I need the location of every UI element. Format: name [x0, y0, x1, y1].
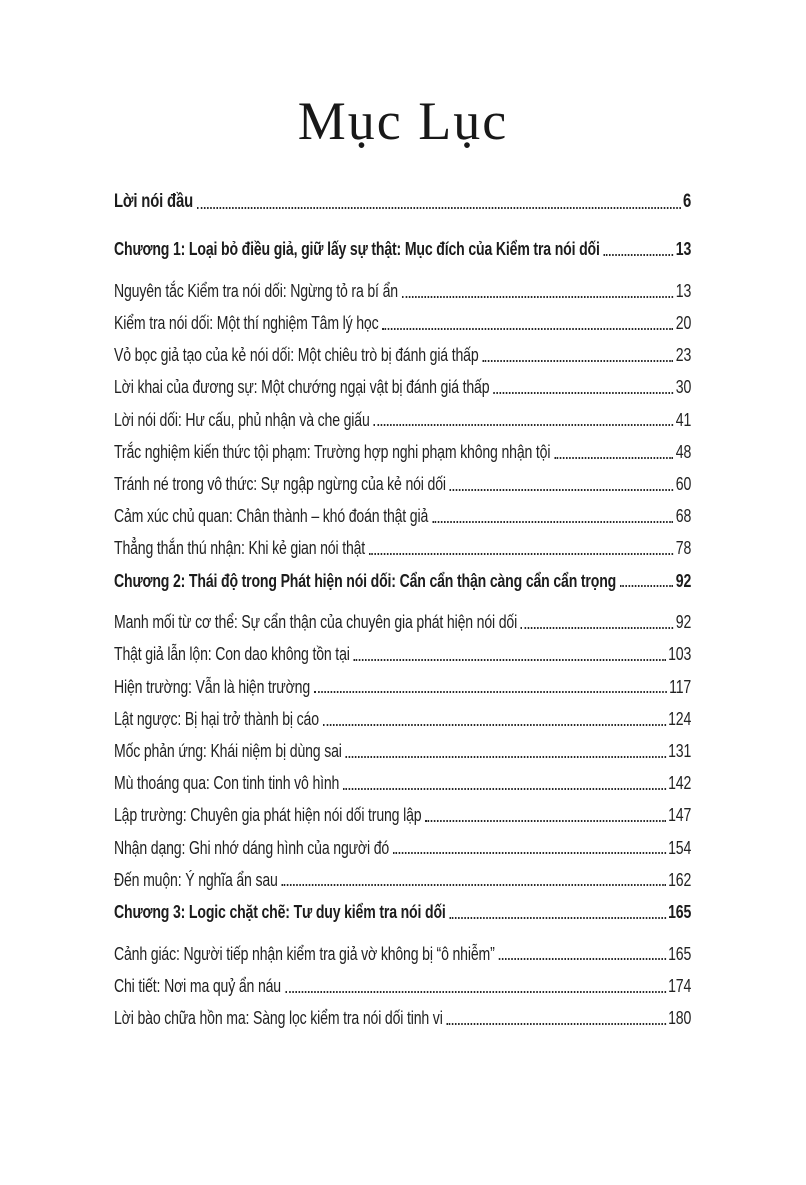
dotted-leader [346, 756, 666, 758]
toc-entry [114, 474, 691, 495]
dotted-leader [197, 207, 681, 209]
toc-entry-page: 68 [675, 506, 692, 527]
toc-entry-title: Mốc phản ứng: Khái niệm bị dùng sai [114, 741, 342, 762]
toc-entry [114, 506, 691, 527]
dotted-leader [432, 521, 673, 523]
toc-entry-page: 6 [683, 191, 692, 213]
toc-entry-title: Nhận dạng: Ghi nhớ dáng hình của người đó [114, 837, 390, 858]
toc-entry [114, 870, 691, 891]
toc-entry-page: 154 [668, 837, 692, 858]
toc-entry [114, 644, 691, 665]
toc-entry-title: Lời khai của đương sự: Một chướng ngại vật bị đánh giá thấp [114, 377, 490, 398]
dotted-leader [314, 691, 667, 693]
toc-entry-page: 142 [668, 773, 692, 794]
toc-entry-title: Cảnh giác: Người tiếp nhận kiểm tra giả vờ không bị “ô nhiễm” [114, 943, 495, 964]
toc-entry-page: 124 [668, 708, 692, 729]
toc-entry-title: Manh mối từ cơ thể: Sự cẩn thận của chuyên gia phát hiện nói dối [114, 612, 518, 633]
dotted-leader [425, 820, 665, 822]
toc-entry-page: 103 [668, 644, 692, 665]
toc-entry-page: 92 [675, 612, 692, 633]
toc-entry-page: 162 [668, 869, 692, 890]
toc-entry-page: 78 [675, 538, 692, 559]
dotted-leader [499, 958, 666, 960]
toc-entry-page: 180 [668, 1008, 692, 1029]
toc-entry-title: Chương 2: Thái độ trong Phát hiện nói dối: Cẩn cẩn thận càng cẩn cẩn trọng [114, 570, 617, 591]
toc-list [114, 191, 691, 1028]
dotted-leader [521, 627, 673, 629]
page-title: Mục Lục [297, 91, 509, 151]
toc-entry-page: 92 [675, 570, 692, 591]
toc-entry [114, 976, 691, 997]
toc-entry [114, 571, 691, 592]
dotted-leader [323, 724, 666, 726]
toc-entry [114, 805, 691, 826]
toc-entry [114, 838, 691, 859]
dotted-leader [282, 884, 666, 886]
toc-entry [114, 239, 691, 260]
dotted-leader [393, 852, 666, 854]
toc-entry-page: 23 [675, 345, 692, 366]
dotted-leader [402, 296, 674, 298]
toc-entry-title: Đến muộn: Ý nghĩa ẩn sau [114, 869, 278, 890]
toc-entry-title: Chi tiết: Nơi ma quỷ ẩn náu [114, 975, 281, 996]
dotted-leader [354, 659, 666, 661]
dotted-leader [382, 328, 673, 330]
toc-entry-title: Trắc nghiệm kiến thức tội phạm: Trường hợp nghi phạm không nhận tội [114, 441, 551, 462]
dotted-leader [447, 1023, 666, 1025]
dotted-leader [369, 553, 673, 555]
dotted-leader [343, 788, 666, 790]
toc-entry-page: 165 [668, 943, 692, 964]
toc-entry-title: Hiện trường: Vẫn là hiện trường [114, 676, 311, 697]
toc-entry-title: Thật giả lẫn lộn: Con dao không tồn tại [114, 644, 350, 665]
toc-entry [114, 191, 691, 213]
toc-entry-title: Chương 1: Loại bỏ điều giả, giữ lấy sự thật: Mục đích của Kiểm tra nói dối [114, 239, 600, 260]
toc-entry-page: 131 [668, 741, 692, 762]
toc-entry-title: Cảm xúc chủ quan: Chân thành – khó đoán thật giả [114, 506, 429, 527]
toc-entry-title: Lời nói dối: Hư cấu, phủ nhận và che giấu [114, 409, 370, 430]
toc-entry [114, 677, 691, 698]
dotted-leader [604, 254, 674, 256]
toc-entry-title: Thẳng thắn thú nhận: Khi kẻ gian nói thật [114, 538, 366, 559]
toc-entry [114, 902, 691, 923]
toc-entry [114, 313, 691, 334]
toc-entry-page: 30 [675, 377, 692, 398]
toc-entry [114, 538, 691, 559]
toc-entry-title: Mù thoáng qua: Con tinh tinh vô hình [114, 773, 340, 794]
toc-entry [114, 410, 691, 431]
dotted-leader [285, 991, 666, 993]
toc-entry-title: Vỏ bọc giả tạo của kẻ nói dối: Một chiêu trò bị đánh giá thấp [114, 345, 479, 366]
dotted-leader [620, 585, 673, 587]
toc-entry [114, 741, 691, 762]
dotted-leader [450, 489, 674, 491]
toc-entry [114, 944, 691, 965]
dotted-leader [482, 360, 673, 362]
dotted-leader [493, 392, 673, 394]
toc-entry-page: 174 [668, 975, 692, 996]
toc-entry [114, 612, 691, 633]
toc-entry-page: 147 [668, 805, 692, 826]
toc-entry-page: 13 [675, 280, 692, 301]
toc-entry-title: Nguyên tắc Kiểm tra nói dối: Ngừng tỏ ra bí ẩn [114, 280, 398, 301]
toc-entry-title: Lời bào chữa hồn ma: Sàng lọc kiểm tra nói dối tinh vi [114, 1008, 443, 1029]
toc-entry-page: 20 [675, 313, 692, 334]
toc-entry-title: Lập trường: Chuyên gia phát hiện nói dối trung lập [114, 805, 422, 826]
toc-entry-page: 117 [669, 676, 692, 697]
toc-entry-title: Tránh né trong vô thức: Sự ngập ngừng của kẻ nói dối [114, 474, 446, 495]
toc-entry [114, 281, 691, 302]
toc-entry [114, 345, 691, 366]
toc-entry-page: 165 [668, 901, 692, 922]
toc-entry [114, 442, 691, 463]
toc-entry-title: Chương 3: Logic chặt chẽ: Tư duy kiểm tra nói dối [114, 901, 446, 922]
toc-entry-title: Kiểm tra nói dối: Một thí nghiệm Tâm lý học [114, 313, 379, 334]
toc-entry [114, 709, 691, 730]
toc-entry-title: Lật ngược: Bị hại trở thành bị cáo [114, 708, 319, 729]
toc-entry-title: Lời nói đầu [114, 191, 194, 213]
toc-entry [114, 377, 691, 398]
toc-entry-page: 48 [675, 441, 692, 462]
dotted-leader [450, 917, 666, 919]
toc-entry [114, 773, 691, 794]
dotted-leader [374, 424, 674, 426]
toc-entry-page: 41 [675, 409, 692, 430]
toc-entry [114, 1008, 691, 1029]
dotted-leader [554, 457, 673, 459]
toc-entry-page: 13 [675, 239, 692, 260]
toc-entry-page: 60 [675, 474, 692, 495]
